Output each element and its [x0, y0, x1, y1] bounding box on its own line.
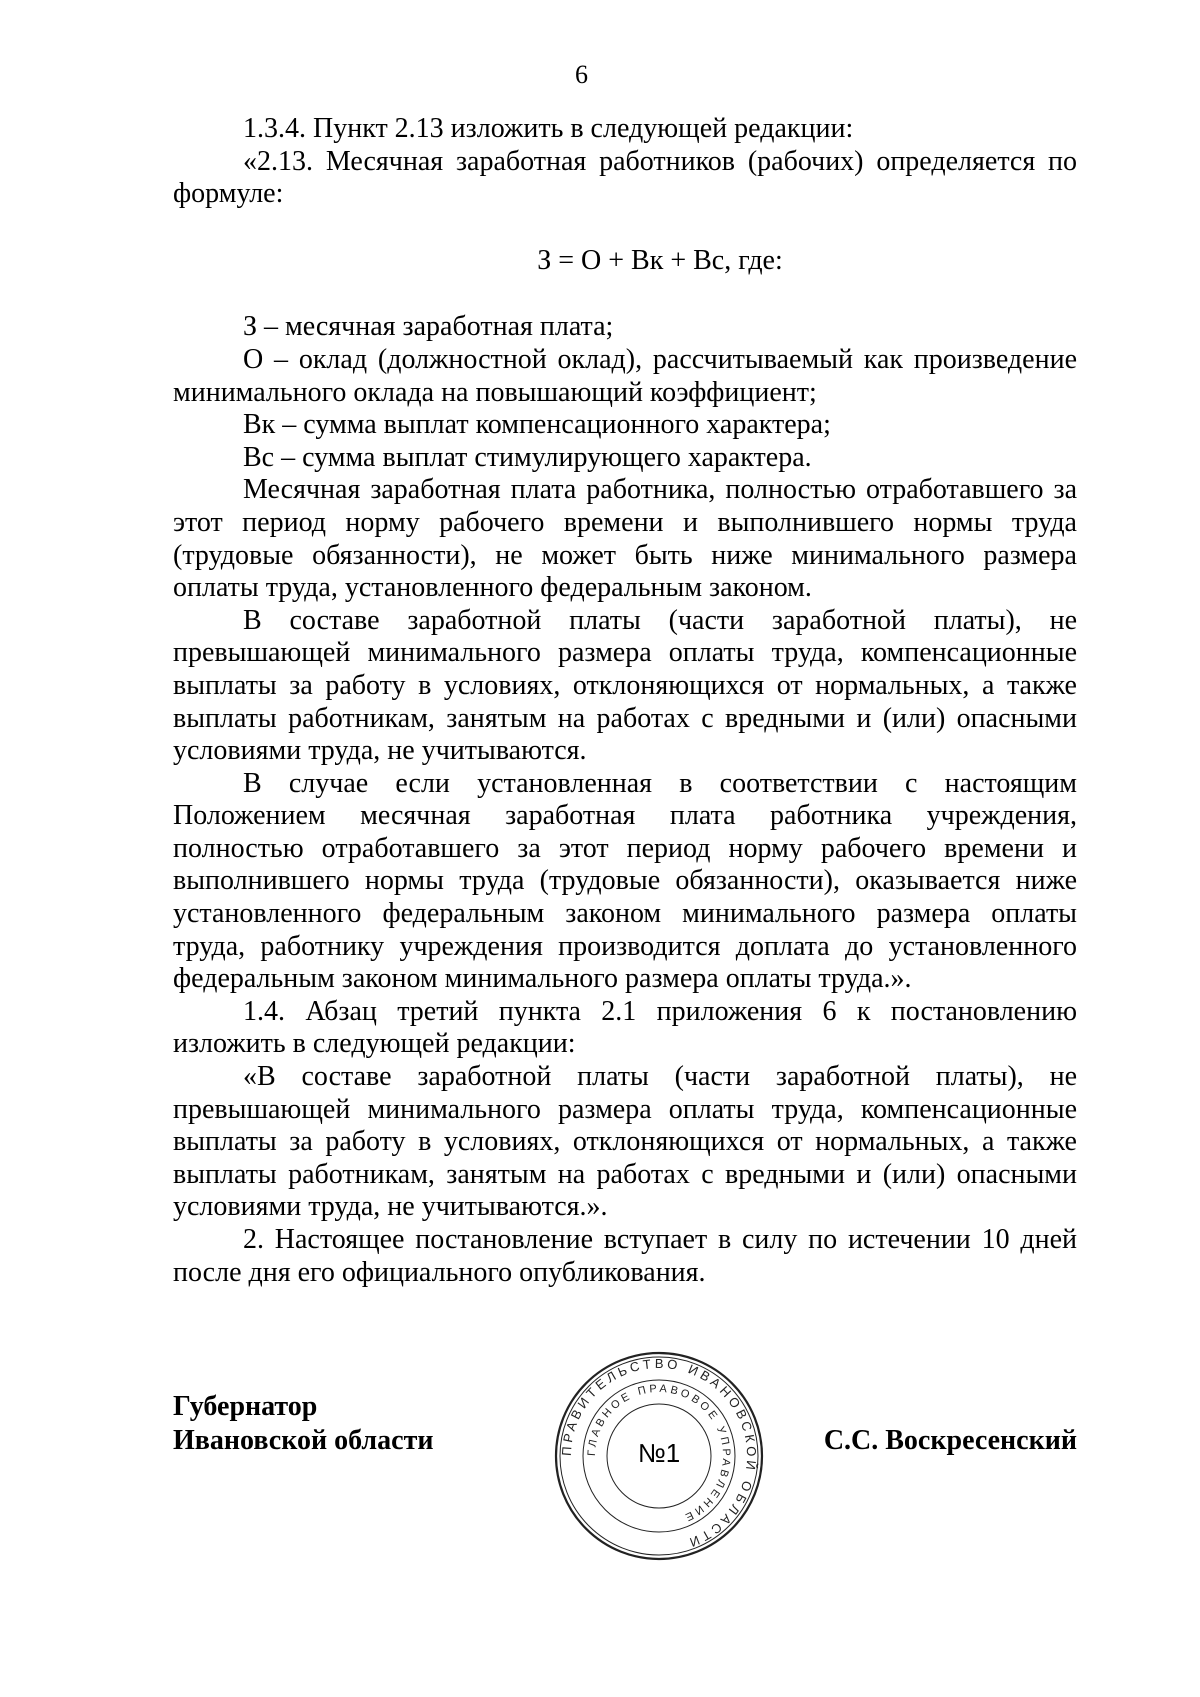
signatory-title-line2: Ивановской области: [173, 1425, 434, 1456]
definition-vk: Вк – сумма выплат компенсационного характера;: [243, 409, 831, 441]
stamp-outer-text: ПРАВИТЕЛЬСТВО ИВАНОВСКОЙ ОБЛАСТИ: [558, 1355, 760, 1552]
paragraph-2-effective: 2. Настоящее постановление вступает в силу по истечении 10 дней после дня его официального опубликования.: [173, 1224, 1077, 1288]
signatory-name: С.С. Воскресенский: [823, 1425, 1077, 1456]
paragraph-2-13-intro: «2.13. Месячная заработная работников (рабочих) определяется по формуле:: [173, 145, 1077, 210]
salary-formula: З = О + Вк + Вс, где:: [537, 244, 783, 276]
paragraph-1-4: 1.4. Абзац третий пункта 2.1 приложения 6 к постановлению изложить в следующей редакции:: [173, 995, 1077, 1060]
official-stamp: [553, 1350, 765, 1562]
paragraph-compensation: В составе заработной платы (части заработной платы), не превышающей минимального размера оплаты труда, компенсационные выплаты за работу в условиях, отклоняющихся от нормальных, а также выплаты работникам, занятым на работах с вредными и (или) опасными условиями труда, не учитываются.: [173, 604, 1077, 767]
paragraph-1-4-quote: «В составе заработной платы (части заработной платы), не превышающей минимального размера оплаты труда, компенсационные выплаты за работу в условиях, отклоняющихся от нормальных, а также выплаты работникам, занятым на работах с вредными и (или) опасными условиями труда, не учитываются.».: [173, 1061, 1077, 1223]
paragraph-minimum-wage: Месячная заработная плата работника, полностью отработавшего за этот период норму рабочего времени и выполнившего нормы труда (трудовые обязанности), не может быть ниже минимального размера оплаты труда, установленного федеральным законом.: [173, 474, 1077, 604]
paragraph-supplement: В случае если установленная в соответствии с настоящим Положением месячная заработная плата работника учреждения, полностью отработавшего за этот период норму рабочего времени и выполнившего нормы труда (трудовые обязанности), оказывается ниже установленного федеральным законом минимального размера оплаты труда, работнику учреждения производится доплата до установленного федеральным законом минимального размера оплаты труда.».: [173, 767, 1077, 995]
signatory-title: [173, 1390, 433, 1458]
definition-z: З – месячная заработная плата;: [243, 311, 614, 343]
paragraph-1-3-4: 1.3.4. Пункт 2.13 изложить в следующей редакции:: [243, 113, 854, 144]
signatory-title-line1: Губернатор: [173, 1391, 318, 1422]
stamp-number: №1: [637, 1438, 681, 1468]
definition-o: О – оклад (должностной оклад), рассчитываемый как произведение минимального оклада на повышающий коэффициент;: [173, 343, 1077, 408]
definition-vs: Вс – сумма выплат стимулирующего характера.: [243, 441, 812, 473]
stamp-inner-text: ГЛАВНОЕ ПРАВОВОЕ УПРАВЛЕНИЕ: [585, 1382, 733, 1525]
page-number: 6: [575, 60, 588, 89]
document-body: [173, 113, 1077, 1289]
